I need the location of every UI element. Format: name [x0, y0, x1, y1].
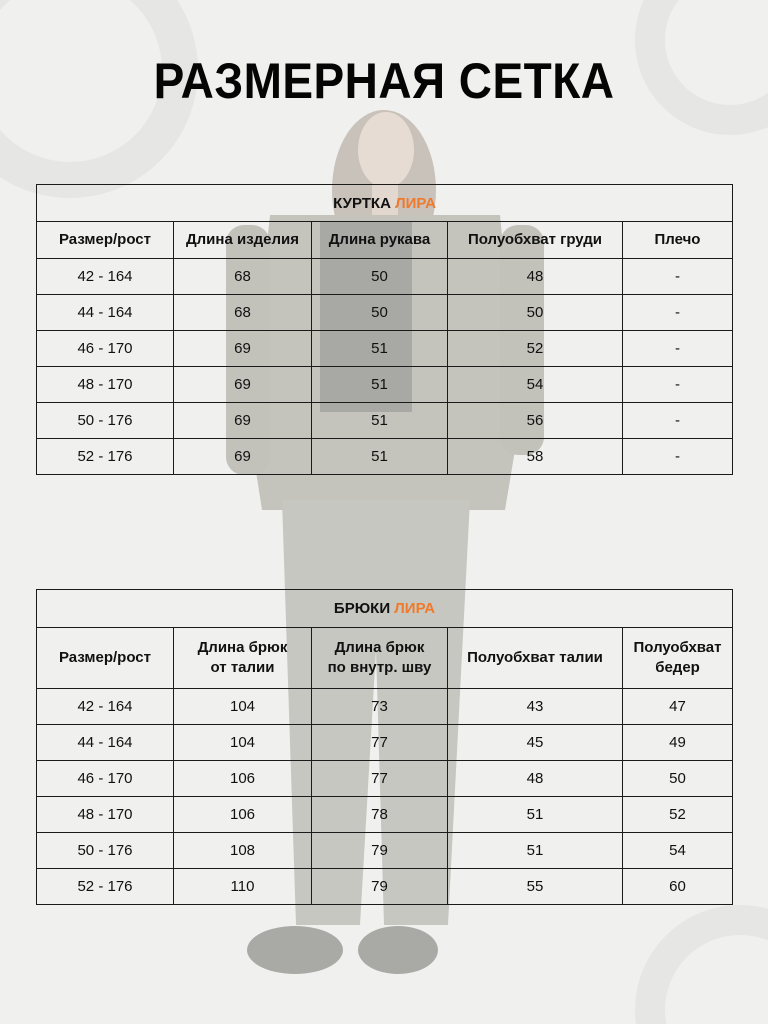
table-cell: 51	[448, 797, 623, 833]
background-swirl	[650, 920, 768, 1024]
table-row	[37, 833, 733, 869]
table-cell: 78	[312, 797, 448, 833]
table-header-row	[37, 222, 733, 259]
column-header: Полуобхват талии	[448, 628, 623, 689]
table-cell: 42 - 164	[37, 259, 174, 295]
table-cell: 48	[448, 761, 623, 797]
table-cell: 50	[623, 761, 733, 797]
table-cell: 69	[174, 367, 312, 403]
table-cell: 54	[448, 367, 623, 403]
page-title: РАЗМЕРНАЯ СЕТКА	[153, 53, 615, 109]
table-cell: 50	[448, 295, 623, 331]
table-cell: -	[623, 367, 733, 403]
table-cell: 68	[174, 259, 312, 295]
table-cell: 52 - 176	[37, 439, 174, 475]
table-row	[37, 725, 733, 761]
table-cell: 58	[448, 439, 623, 475]
model-boot-left	[247, 926, 343, 974]
table-cell: 73	[312, 689, 448, 725]
table-cell: 46 - 170	[37, 761, 174, 797]
column-header: Плечо	[623, 222, 733, 259]
column-header: Длина рукава	[312, 222, 448, 259]
table-cell: 54	[623, 833, 733, 869]
table-row	[37, 761, 733, 797]
table-cell: 104	[174, 689, 312, 725]
table-cell: 42 - 164	[37, 689, 174, 725]
table-cell: 51	[312, 367, 448, 403]
column-header: Длина брюк по внутр. шву	[312, 628, 448, 689]
table-cell: 69	[174, 439, 312, 475]
table-cell: 52 - 176	[37, 869, 174, 905]
table-cell: 69	[174, 331, 312, 367]
table-cell: 79	[312, 869, 448, 905]
table-cell: 106	[174, 797, 312, 833]
table-row	[37, 439, 733, 475]
table-cell: 56	[448, 403, 623, 439]
table-cell: 77	[312, 725, 448, 761]
table-cell: 43	[448, 689, 623, 725]
table-cell: -	[623, 295, 733, 331]
table-cell: 51	[448, 833, 623, 869]
table-cell: 44 - 164	[37, 725, 174, 761]
table-cell: 52	[623, 797, 733, 833]
table-cell: 50 - 176	[37, 403, 174, 439]
column-header: Полуобхват бедер	[623, 628, 733, 689]
table-row	[37, 259, 733, 295]
column-header: Размер/рост	[37, 222, 174, 259]
table-cell: 51	[312, 331, 448, 367]
table-cell: 108	[174, 833, 312, 869]
table-cell: 50 - 176	[37, 833, 174, 869]
table-cell: 52	[448, 331, 623, 367]
model-boot-right	[358, 926, 438, 974]
table-cell: 77	[312, 761, 448, 797]
column-header: Полуобхват груди	[448, 222, 623, 259]
table-cell: 48 - 170	[37, 797, 174, 833]
product-name: КУРТКА	[333, 194, 391, 212]
table-cell: -	[623, 331, 733, 367]
model-face	[358, 112, 414, 188]
table-cell: -	[623, 403, 733, 439]
table-cell: 51	[312, 439, 448, 475]
table-row	[37, 403, 733, 439]
table-caption	[37, 185, 733, 222]
table-row	[37, 331, 733, 367]
table-cell: 60	[623, 869, 733, 905]
table-caption-row	[37, 185, 733, 222]
table-cell: 50	[312, 259, 448, 295]
table-cell: 48	[448, 259, 623, 295]
table-cell: 106	[174, 761, 312, 797]
table-row	[37, 295, 733, 331]
table-row	[37, 869, 733, 905]
pants-size-table	[36, 589, 733, 905]
table-cell: 50	[312, 295, 448, 331]
column-header: Длина изделия	[174, 222, 312, 259]
table-cell: 48 - 170	[37, 367, 174, 403]
table-cell: 110	[174, 869, 312, 905]
table-cell: 45	[448, 725, 623, 761]
table-caption-row	[37, 590, 733, 628]
table-caption	[37, 590, 733, 628]
model-name: ЛИРА	[395, 194, 436, 212]
table-cell: 47	[623, 689, 733, 725]
product-name: БРЮКИ	[333, 600, 391, 617]
table-cell: 79	[312, 833, 448, 869]
table-row	[37, 797, 733, 833]
table-cell: 44 - 164	[37, 295, 174, 331]
table-cell: -	[623, 259, 733, 295]
model-name: ЛИРА	[394, 600, 436, 617]
table-cell: -	[623, 439, 733, 475]
column-header: Длина брюк от талии	[174, 628, 312, 689]
table-cell: 55	[448, 869, 623, 905]
table-row	[37, 689, 733, 725]
table-cell: 49	[623, 725, 733, 761]
table-cell: 51	[312, 403, 448, 439]
column-header: Размер/рост	[37, 628, 174, 689]
jacket-size-table	[36, 184, 733, 475]
table-cell: 68	[174, 295, 312, 331]
table-cell: 69	[174, 403, 312, 439]
table-cell: 104	[174, 725, 312, 761]
table-cell: 46 - 170	[37, 331, 174, 367]
table-row	[37, 367, 733, 403]
table-header-row	[37, 628, 733, 689]
